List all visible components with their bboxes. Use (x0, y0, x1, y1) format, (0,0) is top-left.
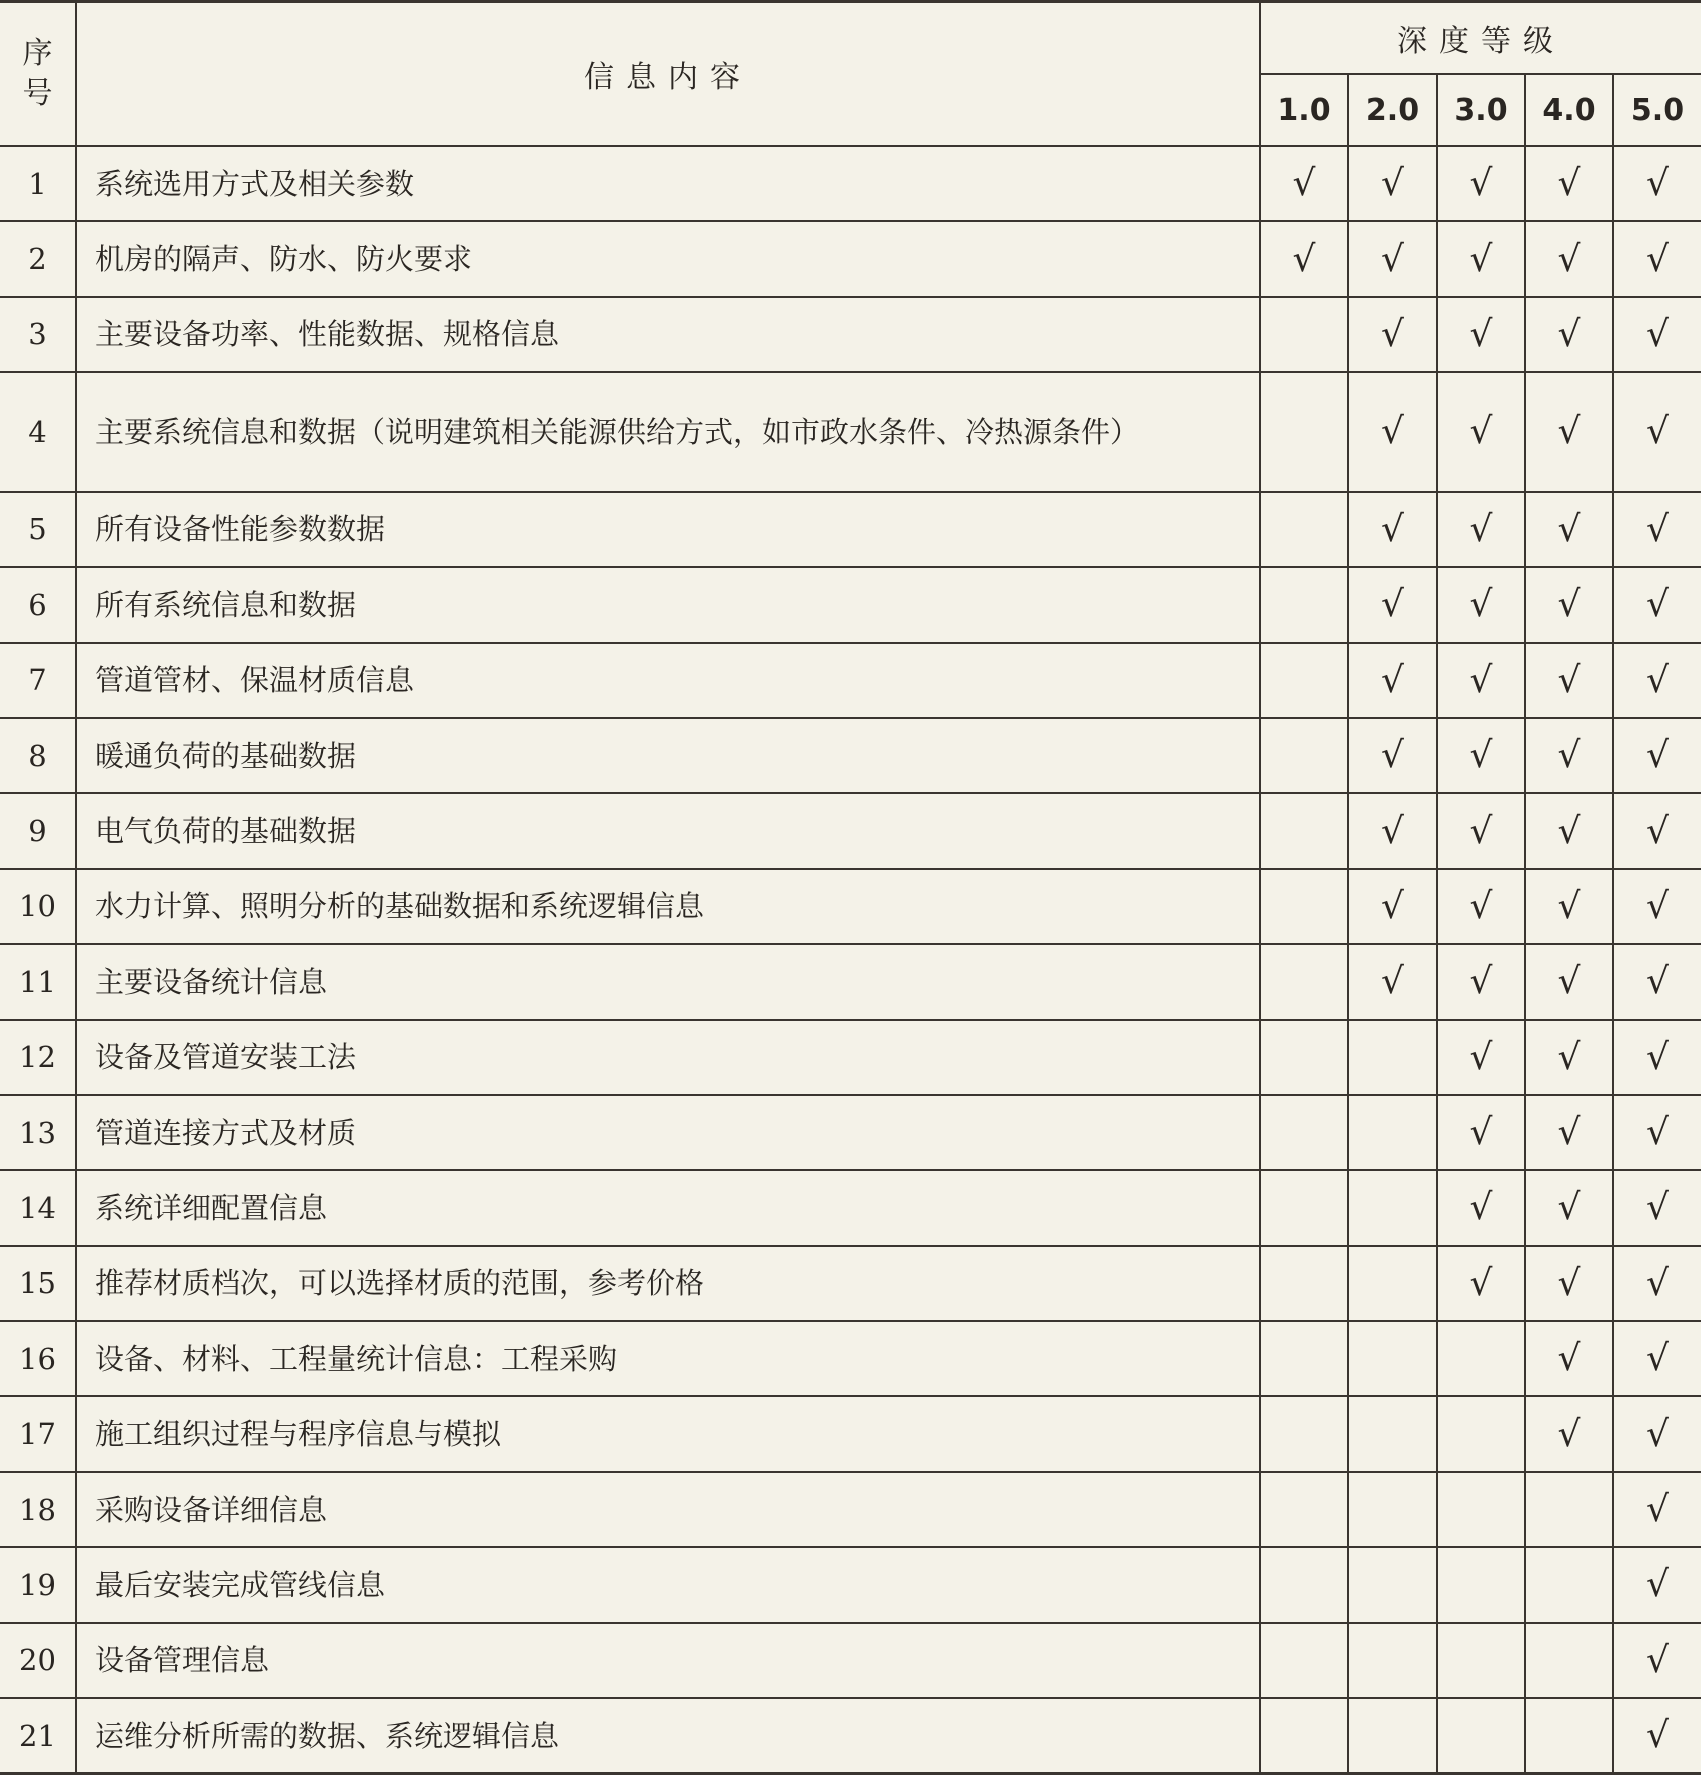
row-content: 施工组织过程与程序信息与模拟 (76, 1396, 1260, 1471)
check-mark: √ (1292, 163, 1316, 205)
row-number: 14 (0, 1170, 76, 1245)
table-row (0, 793, 1701, 868)
level-4-cell (1525, 643, 1613, 718)
row-number: 20 (0, 1623, 76, 1698)
row-number: 19 (0, 1547, 76, 1622)
table-row (0, 1170, 1701, 1245)
check-mark: √ (1646, 1338, 1669, 1380)
check-mark: √ (1557, 1187, 1581, 1229)
level-5-cell (1613, 1547, 1701, 1622)
level-3-cell (1437, 944, 1525, 1019)
level-5-cell (1613, 643, 1701, 718)
level-1-cell (1260, 372, 1348, 492)
table-row (0, 1396, 1701, 1471)
check-mark: √ (1381, 238, 1404, 280)
check-mark: √ (1646, 584, 1669, 626)
level-4-cell (1525, 1698, 1613, 1773)
check-mark: √ (1381, 961, 1404, 1003)
level-2-cell (1348, 793, 1437, 868)
check-mark: √ (1646, 1262, 1669, 1304)
row-number: 4 (0, 372, 76, 492)
level-4-cell (1525, 718, 1613, 793)
check-mark: √ (1557, 313, 1581, 355)
check-mark: √ (1557, 1112, 1581, 1154)
check-mark: √ (1646, 810, 1669, 852)
check-mark: √ (1469, 313, 1493, 355)
header-level-5: 5.0 (1613, 74, 1701, 146)
level-1-cell (1260, 567, 1348, 642)
level-2-cell (1348, 1095, 1437, 1170)
level-3-cell (1437, 1321, 1525, 1396)
level-2-cell (1348, 643, 1437, 718)
check-mark: √ (1557, 810, 1581, 852)
table-row (0, 1246, 1701, 1321)
level-2-cell (1348, 944, 1437, 1019)
level-4-cell (1525, 1623, 1613, 1698)
check-mark: √ (1469, 885, 1493, 927)
level-5-cell (1613, 1020, 1701, 1095)
check-mark: √ (1646, 163, 1669, 205)
row-number: 5 (0, 492, 76, 567)
level-5-cell (1613, 1095, 1701, 1170)
row-number: 9 (0, 793, 76, 868)
row-number: 8 (0, 718, 76, 793)
table-row (0, 1623, 1701, 1698)
table-row (0, 869, 1701, 944)
level-1-cell (1260, 1020, 1348, 1095)
row-number: 10 (0, 869, 76, 944)
table-row (0, 643, 1701, 718)
level-3-cell (1437, 1698, 1525, 1773)
table-row (0, 1698, 1701, 1773)
check-mark: √ (1646, 1187, 1669, 1229)
row-content: 所有系统信息和数据 (76, 567, 1260, 642)
level-2-cell (1348, 1246, 1437, 1321)
row-number: 13 (0, 1095, 76, 1170)
check-mark: √ (1646, 1112, 1669, 1154)
level-1-cell (1260, 1472, 1348, 1547)
level-5-cell (1613, 944, 1701, 1019)
check-mark: √ (1381, 508, 1404, 550)
level-3-cell (1437, 146, 1525, 221)
level-5-cell (1613, 1698, 1701, 1773)
level-2-cell (1348, 567, 1437, 642)
check-mark: √ (1646, 1489, 1669, 1531)
check-mark: √ (1469, 163, 1493, 205)
check-mark: √ (1646, 735, 1669, 777)
level-1-cell (1260, 718, 1348, 793)
level-5-cell (1613, 1396, 1701, 1471)
level-3-cell (1437, 1095, 1525, 1170)
level-1-cell (1260, 793, 1348, 868)
row-content: 管道管材、保温材质信息 (76, 643, 1260, 718)
check-mark: √ (1469, 1187, 1493, 1229)
table-row (0, 297, 1701, 372)
level-1-cell (1260, 1698, 1348, 1773)
check-mark: √ (1646, 659, 1669, 701)
row-content: 机房的隔声、防水、防火要求 (76, 221, 1260, 296)
check-mark: √ (1646, 411, 1669, 453)
level-1-cell (1260, 492, 1348, 567)
level-2-cell (1348, 1170, 1437, 1245)
level-1-cell (1260, 297, 1348, 372)
row-content: 系统详细配置信息 (76, 1170, 1260, 1245)
level-4-cell (1525, 1472, 1613, 1547)
level-1-cell (1260, 221, 1348, 296)
level-5-cell (1613, 1321, 1701, 1396)
check-mark: √ (1557, 238, 1581, 280)
row-content: 主要设备统计信息 (76, 944, 1260, 1019)
table-body (0, 146, 1701, 1774)
level-2-cell (1348, 1321, 1437, 1396)
level-4-cell (1525, 869, 1613, 944)
table-row (0, 567, 1701, 642)
row-content: 水力计算、照明分析的基础数据和系统逻辑信息 (76, 869, 1260, 944)
check-mark: √ (1557, 659, 1581, 701)
table-row (0, 1547, 1701, 1622)
check-mark: √ (1381, 885, 1404, 927)
check-mark: √ (1557, 961, 1581, 1003)
header-level-1: 1.0 (1260, 74, 1348, 146)
level-2-cell (1348, 297, 1437, 372)
level-4-cell (1525, 1095, 1613, 1170)
level-4-cell (1525, 1170, 1613, 1245)
check-mark: √ (1381, 313, 1404, 355)
row-content: 电气负荷的基础数据 (76, 793, 1260, 868)
level-4-cell (1525, 297, 1613, 372)
level-4-cell (1525, 944, 1613, 1019)
level-1-cell (1260, 1321, 1348, 1396)
check-mark: √ (1381, 584, 1404, 626)
level-2-cell (1348, 221, 1437, 296)
check-mark: √ (1557, 163, 1581, 205)
check-mark: √ (1557, 1338, 1581, 1380)
check-mark: √ (1557, 508, 1581, 550)
level-5-cell (1613, 718, 1701, 793)
level-5-cell (1613, 869, 1701, 944)
level-3-cell (1437, 567, 1525, 642)
check-mark: √ (1646, 1036, 1669, 1078)
check-mark: √ (1469, 411, 1493, 453)
level-4-cell (1525, 221, 1613, 296)
level-5-cell (1613, 1472, 1701, 1547)
check-mark: √ (1292, 238, 1316, 280)
level-1-cell (1260, 1170, 1348, 1245)
row-number: 15 (0, 1246, 76, 1321)
row-number: 18 (0, 1472, 76, 1547)
level-5-cell (1613, 297, 1701, 372)
row-content: 采购设备详细信息 (76, 1472, 1260, 1547)
check-mark: √ (1557, 584, 1581, 626)
row-content: 所有设备性能参数数据 (76, 492, 1260, 567)
check-mark: √ (1557, 1262, 1581, 1304)
level-2-cell (1348, 869, 1437, 944)
level-2-cell (1348, 1698, 1437, 1773)
level-2-cell (1348, 146, 1437, 221)
check-mark: √ (1646, 1715, 1669, 1757)
check-mark: √ (1646, 1564, 1669, 1606)
level-1-cell (1260, 643, 1348, 718)
check-mark: √ (1381, 411, 1404, 453)
row-content: 设备及管道安装工法 (76, 1020, 1260, 1095)
level-2-cell (1348, 1020, 1437, 1095)
level-1-cell (1260, 1623, 1348, 1698)
level-4-cell (1525, 146, 1613, 221)
table-row (0, 1472, 1701, 1547)
level-2-cell (1348, 1623, 1437, 1698)
check-mark: √ (1469, 508, 1493, 550)
check-mark: √ (1469, 1036, 1493, 1078)
level-4-cell (1525, 492, 1613, 567)
row-content: 暖通负荷的基础数据 (76, 718, 1260, 793)
level-3-cell (1437, 297, 1525, 372)
header-depth-level: 深度等级 (1260, 2, 1701, 75)
level-4-cell (1525, 1396, 1613, 1471)
row-number: 6 (0, 567, 76, 642)
level-1-cell (1260, 1246, 1348, 1321)
row-number: 1 (0, 146, 76, 221)
level-4-cell (1525, 1020, 1613, 1095)
row-content: 系统选用方式及相关参数 (76, 146, 1260, 221)
level-3-cell (1437, 1547, 1525, 1622)
table-row (0, 718, 1701, 793)
check-mark: √ (1646, 313, 1669, 355)
level-5-cell (1613, 567, 1701, 642)
level-5-cell (1613, 1170, 1701, 1245)
level-5-cell (1613, 1623, 1701, 1698)
level-4-cell (1525, 372, 1613, 492)
check-mark: √ (1381, 735, 1404, 777)
level-2-cell (1348, 718, 1437, 793)
level-3-cell (1437, 1472, 1525, 1547)
level-5-cell (1613, 221, 1701, 296)
row-number: 16 (0, 1321, 76, 1396)
check-mark: √ (1381, 659, 1404, 701)
level-5-cell (1613, 492, 1701, 567)
check-mark: √ (1646, 508, 1669, 550)
check-mark: √ (1646, 1639, 1669, 1681)
level-1-cell (1260, 869, 1348, 944)
check-mark: √ (1557, 1036, 1581, 1078)
table-row (0, 221, 1701, 296)
table-row (0, 492, 1701, 567)
level-2-cell (1348, 1472, 1437, 1547)
level-2-cell (1348, 1396, 1437, 1471)
table-row (0, 1095, 1701, 1170)
check-mark: √ (1469, 238, 1493, 280)
level-4-cell (1525, 1246, 1613, 1321)
header-level-2: 2.0 (1348, 74, 1437, 146)
table-row (0, 146, 1701, 221)
level-3-cell (1437, 221, 1525, 296)
row-content: 管道连接方式及材质 (76, 1095, 1260, 1170)
row-content: 设备管理信息 (76, 1623, 1260, 1698)
check-mark: √ (1469, 810, 1493, 852)
level-5-cell (1613, 793, 1701, 868)
level-4-cell (1525, 567, 1613, 642)
header-seq-label: 序 号 (22, 36, 53, 111)
level-3-cell (1437, 793, 1525, 868)
level-3-cell (1437, 1170, 1525, 1245)
row-content: 最后安装完成管线信息 (76, 1547, 1260, 1622)
level-1-cell (1260, 944, 1348, 1019)
row-number: 11 (0, 944, 76, 1019)
level-1-cell (1260, 146, 1348, 221)
check-mark: √ (1469, 735, 1493, 777)
row-content: 运维分析所需的数据、系统逻辑信息 (76, 1698, 1260, 1773)
level-3-cell (1437, 1246, 1525, 1321)
level-3-cell (1437, 718, 1525, 793)
table-row (0, 372, 1701, 492)
level-2-cell (1348, 372, 1437, 492)
check-mark: √ (1557, 1413, 1581, 1455)
check-mark: √ (1557, 885, 1581, 927)
header-info-content: 信息内容 (76, 2, 1260, 147)
level-1-cell (1260, 1095, 1348, 1170)
check-mark: √ (1381, 810, 1404, 852)
level-3-cell (1437, 492, 1525, 567)
level-5-cell (1613, 1246, 1701, 1321)
level-5-cell (1613, 146, 1701, 221)
row-number: 2 (0, 221, 76, 296)
check-mark: √ (1381, 163, 1404, 205)
row-number: 3 (0, 297, 76, 372)
level-1-cell (1260, 1547, 1348, 1622)
level-3-cell (1437, 1020, 1525, 1095)
check-mark: √ (1557, 411, 1581, 453)
level-5-cell (1613, 372, 1701, 492)
level-3-cell (1437, 1396, 1525, 1471)
check-mark: √ (1469, 659, 1493, 701)
check-mark: √ (1469, 1262, 1493, 1304)
table-row (0, 1321, 1701, 1396)
row-number: 12 (0, 1020, 76, 1095)
check-mark: √ (1469, 1112, 1493, 1154)
level-3-cell (1437, 1623, 1525, 1698)
level-2-cell (1348, 1547, 1437, 1622)
table-row (0, 944, 1701, 1019)
check-mark: √ (1557, 735, 1581, 777)
row-content: 主要系统信息和数据（说明建筑相关能源供给方式，如市政水条件、冷热源条件） (76, 372, 1260, 492)
level-4-cell (1525, 1547, 1613, 1622)
level-3-cell (1437, 372, 1525, 492)
table-row (0, 1020, 1701, 1095)
row-number: 7 (0, 643, 76, 718)
header-level-3: 3.0 (1437, 74, 1525, 146)
level-1-cell (1260, 1396, 1348, 1471)
check-mark: √ (1646, 1413, 1669, 1455)
row-number: 21 (0, 1698, 76, 1773)
level-4-cell (1525, 793, 1613, 868)
level-4-cell (1525, 1321, 1613, 1396)
level-3-cell (1437, 643, 1525, 718)
row-content: 主要设备功率、性能数据、规格信息 (76, 297, 1260, 372)
header-seq-number (0, 2, 76, 147)
row-number: 17 (0, 1396, 76, 1471)
check-mark: √ (1469, 961, 1493, 1003)
check-mark: √ (1646, 961, 1669, 1003)
check-mark: √ (1646, 238, 1669, 280)
check-mark: √ (1469, 584, 1493, 626)
header-level-4: 4.0 (1525, 74, 1613, 146)
row-content: 推荐材质档次，可以选择材质的范围，参考价格 (76, 1246, 1260, 1321)
check-mark: √ (1646, 885, 1669, 927)
level-2-cell (1348, 492, 1437, 567)
level-3-cell (1437, 869, 1525, 944)
row-content: 设备、材料、工程量统计信息：工程采购 (76, 1321, 1260, 1396)
